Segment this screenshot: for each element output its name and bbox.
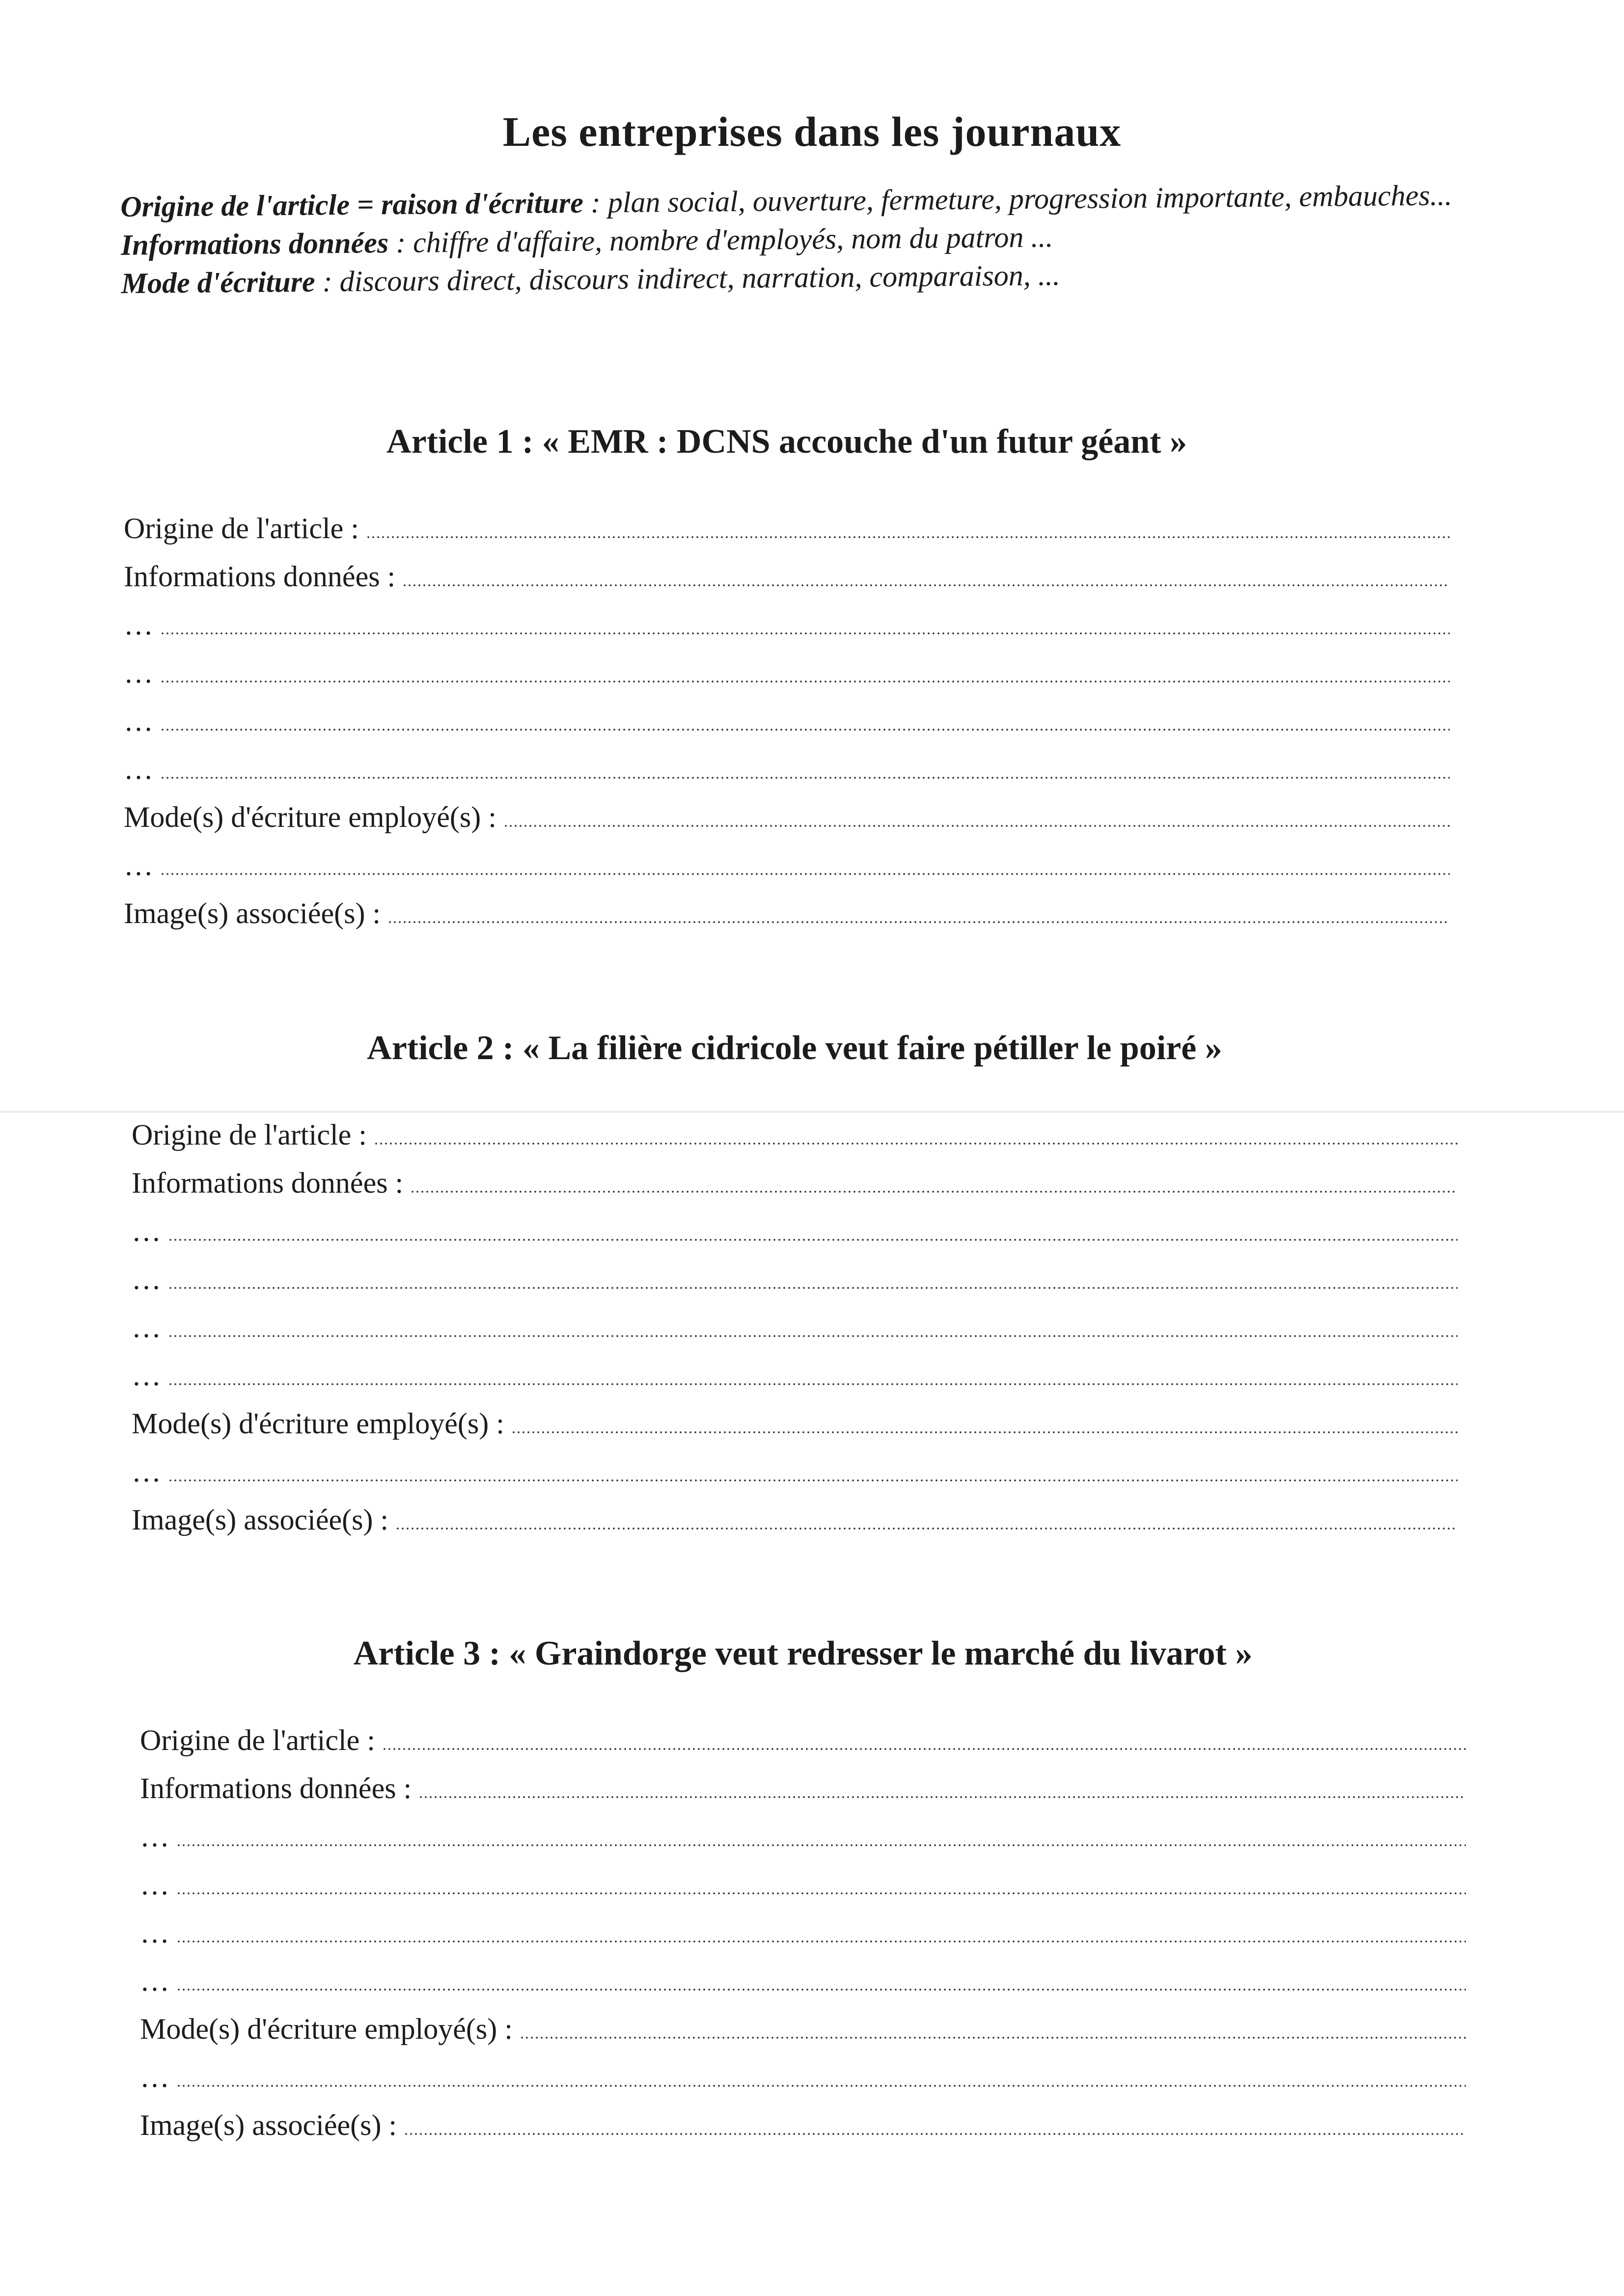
dotted-answer-line — [176, 1892, 1466, 1894]
dotted-answer-line — [176, 2085, 1466, 2087]
article-3-informations-continuation[interactable] — [140, 1868, 1466, 1916]
continuation-ellipsis: … — [140, 1916, 169, 1949]
article-2-informations-continuation[interactable] — [132, 1311, 1458, 1359]
dotted-answer-line — [168, 1239, 1458, 1241]
article-1-title: Article 1 : « EMR : DCNS accouche d'un futur géant » — [386, 423, 1187, 461]
article-3-informations-continuation[interactable] — [140, 1820, 1466, 1868]
dotted-answer-line — [520, 2037, 1466, 2039]
continuation-ellipsis: … — [124, 608, 153, 641]
article-1-informations-continuation[interactable] — [124, 656, 1450, 704]
article-2-mode-continuation[interactable] — [132, 1455, 1458, 1503]
dotted-answer-line — [176, 1844, 1466, 1846]
dotted-answer-line — [160, 873, 1450, 875]
instruction-informations-text: : chiffre d'affaire, nombre d'employés, nom du patron ... — [388, 220, 1053, 259]
origine-label: Origine de l'article : — [124, 512, 359, 545]
instruction-mode-label: Mode d'écriture — [121, 265, 315, 300]
article-2-informations-continuation[interactable] — [132, 1262, 1458, 1311]
instruction-origine-text: : plan social, ouverture, fermeture, progression importante, embauches... — [583, 179, 1453, 219]
dotted-answer-line — [374, 1143, 1458, 1145]
continuation-ellipsis: … — [132, 1359, 161, 1392]
dotted-answer-line — [176, 1989, 1466, 1991]
article-1-mode-continuation[interactable] — [124, 848, 1450, 897]
dotted-answer-line — [168, 1479, 1458, 1481]
article-2-informations-continuation[interactable] — [132, 1359, 1458, 1407]
mode-label: Mode(s) d'écriture employé(s) : — [124, 801, 496, 833]
document-title: Les entreprises dans les journaux — [502, 108, 1122, 155]
dotted-answer-line — [160, 632, 1450, 634]
dotted-answer-line — [168, 1335, 1458, 1337]
informations-label: Informations données : — [132, 1167, 404, 1199]
continuation-ellipsis: … — [124, 753, 153, 785]
informations-label: Informations données : — [124, 560, 396, 593]
dotted-answer-line — [160, 777, 1450, 779]
article-3-section — [140, 1634, 1466, 2157]
dotted-answer-line — [160, 729, 1450, 731]
article-3-image-field[interactable] — [140, 2108, 1466, 2157]
mode-label: Mode(s) d'écriture employé(s) : — [140, 2013, 513, 2045]
article-3-informations-continuation[interactable] — [140, 1916, 1466, 1964]
dotted-answer-line — [404, 2133, 1466, 2135]
article-1-informations-continuation[interactable] — [124, 704, 1450, 752]
image-label: Image(s) associée(s) : — [132, 1503, 389, 1536]
article-2-section — [132, 1029, 1458, 1551]
continuation-ellipsis: … — [140, 2061, 169, 2093]
continuation-ellipsis: … — [132, 1215, 161, 1247]
dotted-answer-line — [410, 1191, 1458, 1193]
instruction-informations-label: Informations données — [120, 226, 389, 261]
origine-label: Origine de l'article : — [132, 1119, 367, 1151]
article-1-informations-field[interactable] — [124, 560, 1450, 608]
dotted-answer-line — [511, 1431, 1458, 1433]
article-2-informations-field[interactable] — [132, 1166, 1458, 1214]
article-1-informations-continuation[interactable] — [124, 752, 1450, 800]
dotted-answer-line — [160, 681, 1450, 683]
dotted-answer-line — [418, 1796, 1466, 1798]
informations-label: Informations données : — [140, 1772, 412, 1804]
continuation-ellipsis: … — [132, 1263, 161, 1295]
article-1-informations-continuation[interactable] — [124, 608, 1450, 656]
continuation-ellipsis: … — [132, 1311, 161, 1343]
article-3-informations-field[interactable] — [140, 1772, 1466, 1820]
continuation-ellipsis: … — [124, 656, 153, 689]
continuation-ellipsis: … — [124, 705, 153, 737]
image-label: Image(s) associée(s) : — [140, 2109, 397, 2141]
article-3-title: Article 3 : « Graindorge veut redresser le marché du livarot » — [353, 1635, 1253, 1672]
image-label: Image(s) associée(s) : — [124, 897, 381, 929]
article-2-image-field[interactable] — [132, 1503, 1458, 1551]
continuation-ellipsis: … — [140, 1965, 169, 1997]
article-2-informations-continuation[interactable] — [132, 1214, 1458, 1262]
article-3-origine-field[interactable] — [140, 1723, 1466, 1772]
article-1-mode-field[interactable] — [124, 800, 1450, 848]
article-3-mode-field[interactable] — [140, 2012, 1466, 2060]
continuation-ellipsis: … — [140, 1820, 169, 1853]
dotted-answer-line — [382, 1748, 1466, 1750]
dotted-answer-line — [168, 1287, 1458, 1289]
continuation-ellipsis: … — [124, 849, 153, 881]
dotted-answer-line — [395, 1528, 1458, 1530]
continuation-ellipsis: … — [132, 1455, 161, 1488]
instruction-mode-text: : discours direct, discours indirect, narration, comparaison, ... — [315, 259, 1061, 298]
dotted-answer-line — [366, 536, 1450, 538]
dotted-answer-line — [402, 584, 1450, 586]
article-1-section — [124, 422, 1450, 945]
article-2-title: Article 2 : « La filière cidricole veut faire pétiller le poiré » — [367, 1029, 1222, 1067]
article-3-informations-continuation[interactable] — [140, 1964, 1466, 2012]
article-2-origine-field[interactable] — [132, 1118, 1458, 1166]
mode-label: Mode(s) d'écriture employé(s) : — [132, 1407, 504, 1440]
instructions-block — [120, 176, 1457, 302]
origine-label: Origine de l'article : — [140, 1724, 375, 1756]
article-2-mode-field[interactable] — [132, 1407, 1458, 1455]
article-1-origine-field[interactable] — [124, 512, 1450, 560]
dotted-answer-line — [503, 825, 1450, 827]
instruction-origine-label: Origine de l'article = raison d'écriture — [120, 186, 584, 223]
dotted-answer-line — [176, 1941, 1466, 1942]
dotted-answer-line — [168, 1383, 1458, 1385]
dotted-answer-line — [387, 921, 1450, 923]
continuation-ellipsis: … — [140, 1868, 169, 1901]
article-1-image-field[interactable] — [124, 897, 1450, 945]
article-3-mode-continuation[interactable] — [140, 2060, 1466, 2108]
